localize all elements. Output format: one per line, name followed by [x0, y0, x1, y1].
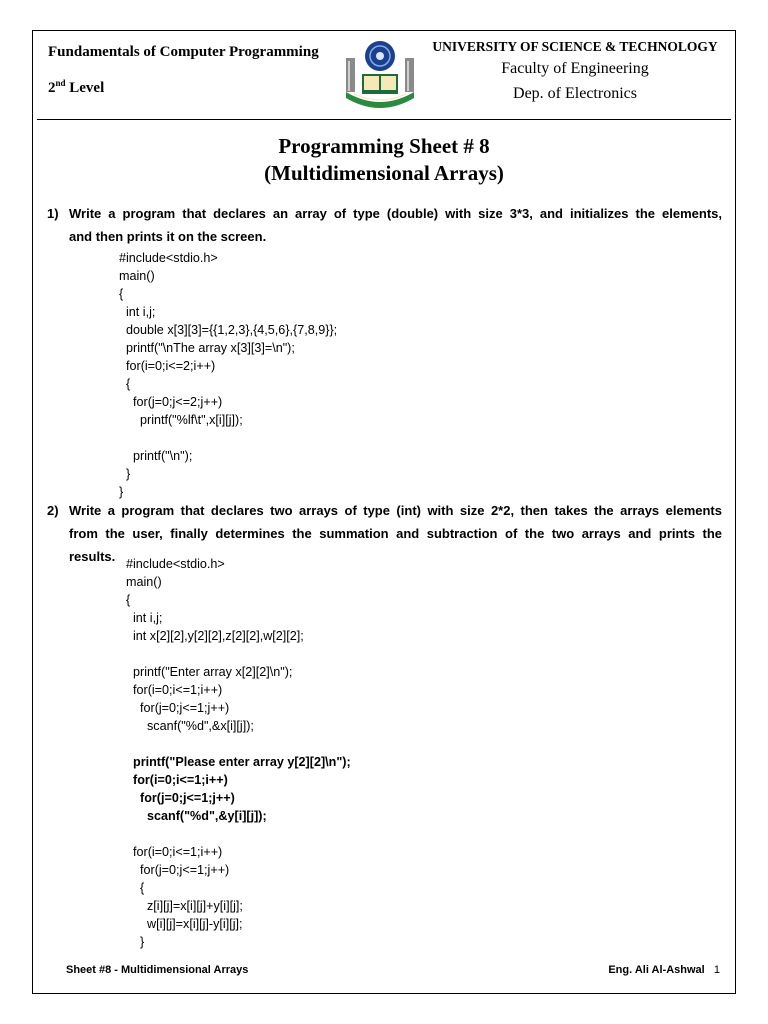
code-block-2	[126, 555, 351, 951]
department-name: Dep. of Electronics	[513, 85, 637, 102]
university-name: UNIVERSITY OF SCIENCE & TECHNOLOGY	[432, 39, 718, 54]
code-line: for(j=0;j<=2;j++)	[119, 395, 223, 409]
code-block-1	[119, 249, 337, 501]
question-text-line: results.	[69, 549, 116, 564]
code-line: int i,j;	[126, 611, 163, 625]
code-line: }	[119, 485, 124, 499]
code-line: z[i][j]=x[i][j]+y[i][j];	[126, 899, 243, 913]
code-line	[119, 429, 337, 447]
faculty-name: Faculty of Engineering	[501, 60, 649, 77]
level-word: Level	[65, 80, 105, 96]
footer-sheet-title: Sheet #8 - Multidimensional Arrays	[66, 964, 249, 976]
code-line: for(i=0;i<=1;i++)	[126, 845, 223, 859]
sheet-title: Programming Sheet # 8	[278, 134, 490, 158]
code-line: }	[119, 467, 131, 481]
code-line: int i,j;	[119, 305, 156, 319]
code-line: {	[119, 377, 131, 391]
code-line: printf("\n");	[119, 449, 193, 463]
code-line: printf("Please enter array y[2][2]\n");	[126, 755, 351, 769]
code-line: double x[3][3]={{1,2,3},{4,5,6},{7,8,9}};	[119, 323, 338, 337]
code-line: printf("Enter array x[2][2]\n");	[126, 665, 293, 679]
university-logo-icon	[340, 36, 420, 112]
sheet-subtitle: (Multidimensional Arrays)	[264, 161, 504, 185]
footer-author: Eng. Ali Al-Ashwal	[608, 964, 705, 976]
code-line: }	[126, 935, 145, 949]
course-title: Fundamentals of Computer Programming	[48, 44, 319, 60]
question-number: 2)	[47, 503, 59, 518]
question-text-line: Write a program that declares two arrays of type (int) with size 2*2, then takes the arrays elements	[69, 503, 722, 518]
code-line: {	[119, 287, 124, 301]
code-line	[126, 825, 351, 843]
code-line: int x[2][2],y[2][2],z[2][2],w[2][2];	[126, 629, 304, 643]
footer-right	[608, 964, 720, 976]
code-line: main()	[126, 575, 162, 589]
question-text-line: Write a program that declares an array of type (double) with size 3*3, and initializes the elements,	[69, 206, 722, 221]
code-line: #include<stdio.h>	[119, 251, 218, 265]
code-line: #include<stdio.h>	[126, 557, 225, 571]
code-line: scanf("%d",&y[i][j]);	[126, 809, 267, 823]
level-label	[48, 78, 104, 97]
page-number: 1	[713, 964, 720, 976]
code-line	[126, 645, 351, 663]
code-line: for(j=0;j<=1;j++)	[126, 791, 235, 805]
code-line	[126, 735, 351, 753]
level-suffix: nd	[55, 78, 66, 88]
code-line: {	[126, 593, 131, 607]
header-divider	[37, 119, 731, 120]
question-text-line: and then prints it on the screen.	[69, 229, 267, 244]
question-1	[47, 202, 722, 250]
code-line: printf("%lf\t",x[i][j]);	[119, 413, 243, 427]
code-line: scanf("%d",&x[i][j]);	[126, 719, 254, 733]
code-line: {	[126, 881, 145, 895]
code-line: for(i=0;i<=1;i++)	[126, 773, 228, 787]
code-line: w[i][j]=x[i][j]-y[i][j];	[126, 917, 243, 931]
code-line: for(i=0;i<=1;i++)	[126, 683, 223, 697]
code-line: for(j=0;j<=1;j++)	[126, 863, 230, 877]
code-line: for(i=0;i<=2;i++)	[119, 359, 216, 373]
level-number: 2	[48, 80, 56, 96]
question-number: 1)	[47, 206, 59, 221]
question-text-line: from the user, finally determines the summation and subtraction of the two arrays and prints the	[69, 526, 722, 541]
code-line: main()	[119, 269, 155, 283]
code-line: printf("\nThe array x[3][3]=\n");	[119, 341, 295, 355]
code-line: for(j=0;j<=1;j++)	[126, 701, 230, 715]
